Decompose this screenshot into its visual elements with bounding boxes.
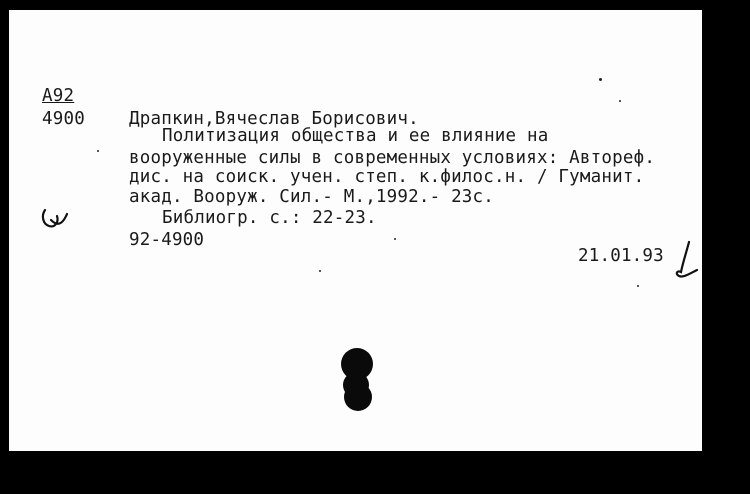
call-number-line-2: 4900 (42, 109, 85, 129)
catalog-card (9, 10, 702, 451)
speck (599, 78, 602, 81)
imprint-line: акад. Вооруж. Сил.- М.,1992.- 23с. (129, 187, 495, 207)
bibliography-note: Библиогр. с.: 22-23. (162, 208, 377, 228)
handwritten-mark (39, 206, 71, 234)
title-line-1: Политизация общества и ее влияние на (162, 126, 549, 146)
speck (319, 270, 321, 272)
speck (619, 100, 621, 102)
speck (394, 238, 396, 240)
handwritten-initial (671, 240, 701, 280)
author-heading: Драпкин,Вячеслав Борисович. (129, 109, 419, 129)
date-stamp: 21.01.93 (578, 246, 664, 266)
accession-number: 92-4900 (129, 230, 205, 250)
title-line-2: вооруженные силы в современных условиях: Автореф. (129, 148, 656, 168)
speck (637, 285, 639, 287)
title-line-3: дис. на соиск. учен. степ. к.филос.н. / Гуманит. (129, 167, 645, 187)
call-number-line-1: А92 (42, 86, 75, 106)
card-punch-hole (340, 348, 375, 420)
speck (97, 150, 99, 152)
